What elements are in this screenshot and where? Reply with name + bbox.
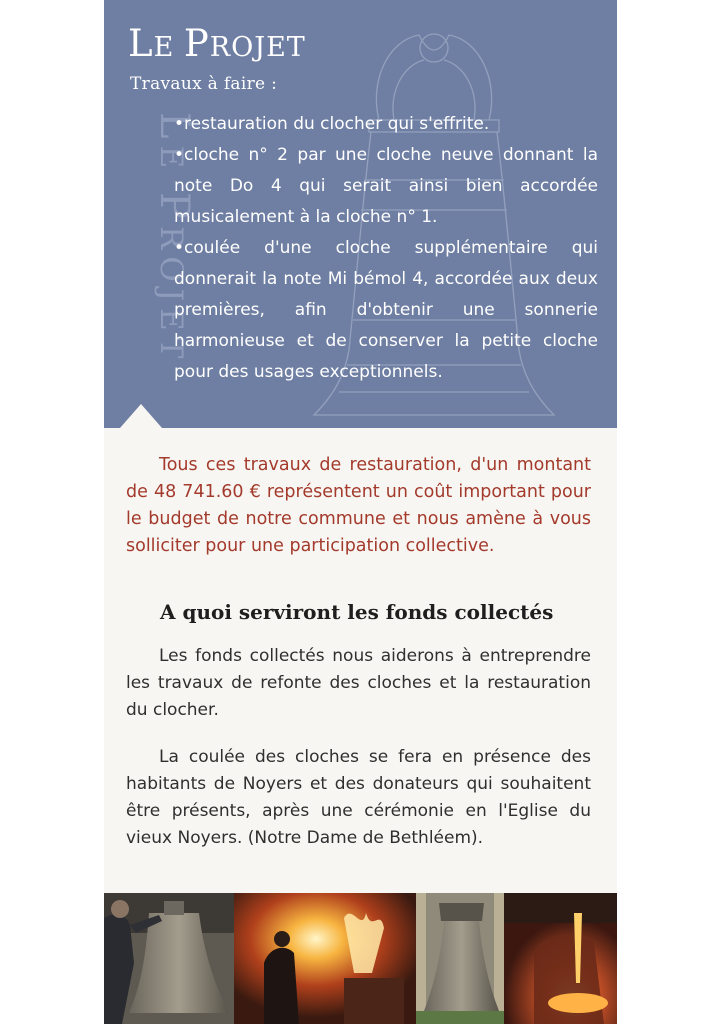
- page-title: LE PROJET: [128, 22, 306, 65]
- work-subtitle: Travaux à faire :: [130, 74, 278, 94]
- vertical-watermark-title: LE PROJET: [151, 112, 197, 366]
- section-heading: A quoi serviront les fonds collectés: [160, 600, 554, 624]
- list-item: •restauration du clocher qui s'effrite.: [174, 114, 490, 134]
- funds-paragraph: Les fonds collectés nous aiderons à entreprendre les travaux de refonte des cloches et la restauration du clocher.: [126, 646, 591, 720]
- molten-metal-pour-photo: [504, 893, 617, 1024]
- hanging-bell-photo: [416, 893, 504, 1024]
- work-list: [174, 109, 598, 388]
- foundry-fire-photo: [234, 893, 416, 1024]
- funding-paragraph: Tous ces travaux de restauration, d'un montant de 48 741.60 € représentent un coût important pour le budget de notre commune et nous amène à vous solliciter pour une participation collective.: [126, 455, 591, 556]
- project-section: [104, 0, 617, 428]
- list-item: •cloche n° 2 par une cloche neuve donnant la note Do 4 qui serait ainsi bien accordée musicalement à la cloche n° 1.: [174, 145, 598, 227]
- brochure-panel: [104, 0, 617, 1024]
- bell-with-worker-photo: [104, 893, 234, 1024]
- notch-triangle: [120, 404, 162, 428]
- photo-strip: [104, 893, 617, 1024]
- list-item: •coulée d'une cloche supplémentaire qui donnerait la note Mi bémol 4, accordée aux deux premières, afin d'obtenir une sonnerie harmonieuse et de conserver la petite cloche pour des usages exceptionnels.: [174, 238, 598, 382]
- casting-paragraph: La coulée des cloches se fera en présence des habitants de Noyers et des donateurs qui souhaitent être présents, après une cérémonie en l'Eglise du vieux Noyers. (Notre Dame de Bethléem).: [126, 747, 591, 848]
